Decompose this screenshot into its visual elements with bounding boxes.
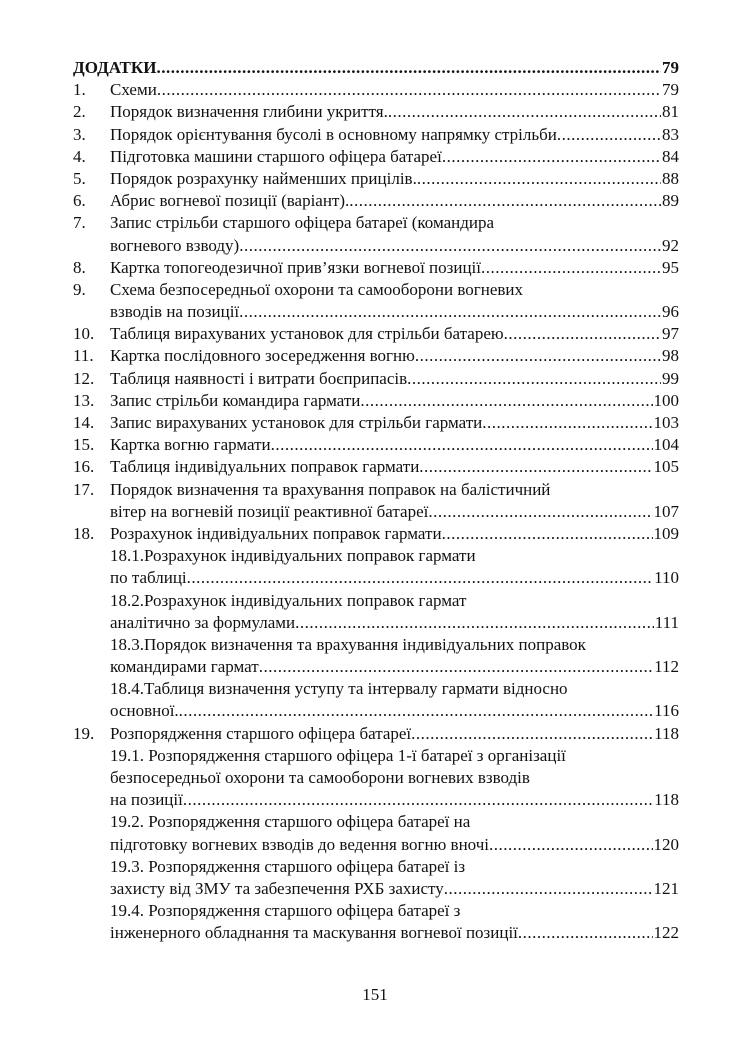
- toc-entry-title: аналітично за формулами: [110, 612, 296, 632]
- toc-entry-line: [73, 634, 679, 656]
- toc-entry-line[interactable]: [73, 368, 679, 390]
- leader-dots: [504, 323, 661, 345]
- toc-entry-title: Запис стрільби командира гармати: [110, 390, 361, 410]
- toc-entry-page: 79: [662, 80, 679, 100]
- table-of-contents: [73, 57, 679, 945]
- toc-entry-number: 3.: [73, 124, 86, 144]
- toc-entry-title: вітер на вогневій позиції реактивної батареї: [110, 501, 429, 521]
- toc-entry-line: [73, 479, 679, 501]
- toc-entry-page: 111: [654, 612, 679, 632]
- toc-entry-page: 100: [653, 390, 679, 410]
- toc-entry-title: Розрахунок індивідуальних поправок гармати: [110, 523, 442, 543]
- toc-entry-page: 112: [654, 657, 679, 677]
- leader-dots: [388, 101, 661, 123]
- toc-entry-number: 15.: [73, 435, 95, 455]
- toc-entry-line[interactable]: [73, 878, 679, 900]
- leader-dots: [271, 434, 653, 456]
- toc-entry-title: Запис вирахуваних установок для стрільби гармати: [110, 413, 483, 432]
- toc-entry-title: 18.4.Таблиця визначення уступу та інтервалу гармати відносно: [110, 679, 568, 699]
- toc-entry-title: взводів на позиції: [110, 302, 240, 322]
- toc-heading-title: ДОДАТКИ: [73, 58, 157, 77]
- toc-entry-title: на позиції: [110, 790, 183, 810]
- toc-entry-number: 4.: [73, 146, 86, 166]
- toc-entry-line: [73, 545, 679, 567]
- toc-entry-page: 122: [653, 923, 679, 943]
- toc-entry-title: Порядок визначення глибини укриття.: [110, 102, 388, 122]
- leader-dots: [411, 723, 653, 745]
- toc-entry-title: 18.1.Розрахунок індивідуальних поправок гармати: [110, 546, 476, 566]
- toc-entry-line[interactable]: [73, 412, 679, 434]
- toc-entry-line[interactable]: [73, 345, 679, 367]
- toc-entry-title: Схема безпосередньої охорони та самооборони вогневих: [110, 279, 524, 299]
- toc-heading[interactable]: [73, 57, 679, 79]
- toc-entry-page: 97: [662, 324, 679, 344]
- toc-entry-page: 121: [653, 878, 679, 898]
- leader-dots: [360, 390, 652, 412]
- toc-entry-number: 13.: [73, 390, 95, 410]
- toc-entry-line[interactable]: [73, 168, 679, 190]
- toc-entry-title: підготовку вогневих взводів до ведення вогню вночі: [110, 834, 490, 854]
- page-number: 151: [362, 985, 388, 1004]
- toc-entry-page: 110: [654, 568, 679, 588]
- toc-entry-number: 18.: [73, 523, 95, 543]
- leader-dots: [295, 612, 654, 634]
- toc-entry-line[interactable]: [73, 124, 679, 146]
- leader-dots: [489, 834, 652, 856]
- leader-dots: [415, 345, 661, 367]
- toc-entry-page: 99: [662, 368, 679, 388]
- toc-entry-title: 19.2. Розпорядження старшого офіцера батареї на: [110, 812, 471, 832]
- toc-entry-line[interactable]: [73, 301, 679, 323]
- toc-entry-page: 88: [662, 168, 679, 188]
- toc-entry-number: 14.: [73, 413, 95, 432]
- toc-entry-title: Таблиця наявності і витрати боєприпасів: [110, 368, 408, 388]
- toc-entry-number: 9.: [73, 279, 86, 299]
- toc-entry-title: вогневого взводу): [110, 235, 240, 255]
- leader-dots: [419, 456, 652, 478]
- toc-entry-page: 81: [662, 102, 679, 122]
- toc-entry-page: 98: [662, 346, 679, 366]
- toc-entry-title: Розпорядження старшого офіцера батареї: [110, 723, 412, 743]
- toc-entry-title: командирами гармат: [110, 657, 259, 677]
- toc-entry-title: Картка вогню гармати: [110, 435, 271, 455]
- toc-entry-line[interactable]: [73, 567, 679, 589]
- toc-entry-number: 17.: [73, 479, 95, 499]
- leader-dots: [157, 79, 661, 101]
- toc-entry-line[interactable]: [73, 79, 679, 101]
- leader-dots: [179, 700, 653, 722]
- toc-entry-line[interactable]: [73, 834, 679, 856]
- toc-entry-line[interactable]: [73, 612, 679, 634]
- leader-dots: [557, 124, 661, 146]
- toc-entry-line[interactable]: [73, 146, 679, 168]
- toc-entry-line[interactable]: [73, 323, 679, 345]
- toc-entry-line[interactable]: [73, 723, 679, 745]
- toc-entry-page: 89: [662, 191, 679, 211]
- toc-entry-line[interactable]: [73, 101, 679, 123]
- toc-entry-page: 96: [662, 302, 679, 322]
- toc-entry-number: 5.: [73, 168, 86, 188]
- leader-dots: [428, 501, 652, 523]
- toc-entry-title: Підготовка машини старшого офіцера батареї: [110, 146, 442, 166]
- leader-dots: [444, 878, 653, 900]
- toc-entry-line[interactable]: [73, 789, 679, 811]
- toc-entry-title: 19.1. Розпорядження старшого офіцера 1-ї батареї з організації: [110, 745, 566, 765]
- toc-entry-title: по таблиці: [110, 568, 187, 588]
- toc-entry-page: 95: [662, 257, 679, 277]
- leader-dots: [481, 257, 661, 279]
- toc-entry-number: 10.: [73, 324, 95, 344]
- toc-entry-title: 18.2.Розрахунок індивідуальних поправок гармат: [110, 590, 467, 610]
- toc-entry-title: Схеми: [110, 80, 157, 100]
- toc-entry-number: 1.: [73, 80, 86, 100]
- toc-entry-line[interactable]: [73, 922, 679, 944]
- toc-entry-line: [73, 590, 679, 612]
- toc-entry-line: [73, 811, 679, 833]
- toc-entry-title: захисту від ЗМУ та забезпечення РХБ захисту: [110, 878, 444, 898]
- toc-entry-line: [73, 856, 679, 878]
- toc-entry-line[interactable]: [73, 190, 679, 212]
- toc-entry-title: 19.4. Розпорядження старшого офіцера батареї з: [110, 901, 461, 921]
- toc-entry-title: Таблиця індивідуальних поправок гармати: [110, 457, 420, 477]
- toc-entry-line[interactable]: [73, 390, 679, 412]
- toc-entry-line[interactable]: [73, 257, 679, 279]
- leader-dots: [442, 523, 653, 545]
- toc-entry-line: [73, 279, 679, 301]
- leader-dots: [349, 190, 661, 212]
- toc-entry-page: 120: [653, 834, 679, 854]
- toc-entry-page: 107: [653, 501, 679, 521]
- toc-entry-page: 105: [653, 457, 679, 477]
- toc-entry-page: 83: [662, 124, 679, 144]
- leader-dots: [518, 922, 653, 944]
- toc-entry-page: 103: [653, 413, 679, 432]
- toc-entry-number: 19.: [73, 723, 95, 743]
- toc-entry-title: Порядок орієнтування бусолі в основному напрямку стрільби: [110, 124, 557, 144]
- toc-entry-line: [73, 767, 679, 789]
- toc-entry-title: Порядок визначення та врахування поправок на балістичний: [110, 479, 551, 499]
- leader-dots: [442, 146, 661, 168]
- toc-entry-page: 104: [653, 435, 679, 455]
- toc-entry-title: Картка послідовного зосередження вогню: [110, 346, 415, 366]
- toc-entry-line: [73, 900, 679, 922]
- toc-entry-title: Порядок розрахунку найменших прицілів.: [110, 168, 417, 188]
- toc-entry-number: 12.: [73, 368, 95, 388]
- toc-entry-page: 84: [662, 146, 679, 166]
- toc-entry-number: 6.: [73, 191, 86, 211]
- toc-entry-line: [73, 212, 679, 234]
- leader-dots: [187, 567, 653, 589]
- toc-entry-number: 8.: [73, 257, 86, 277]
- toc-entry-page: 118: [654, 723, 679, 743]
- toc-entry-line[interactable]: [73, 501, 679, 523]
- toc-entry-line[interactable]: [73, 434, 679, 456]
- toc-entry-page: 109: [653, 523, 679, 543]
- toc-entry-number: 16.: [73, 457, 95, 477]
- leader-dots: [259, 656, 653, 678]
- toc-entry-title: інженерного обладнання та маскування вогневої позиції: [110, 923, 518, 943]
- leader-dots: [482, 412, 652, 434]
- leader-dots: [239, 301, 661, 323]
- toc-entry-title: основної.: [110, 701, 179, 721]
- leader-dots: [183, 789, 653, 811]
- leader-dots: [417, 168, 661, 190]
- toc-entry-title: Таблиця вирахуваних установок для стрільби батарею: [110, 324, 504, 344]
- toc-entry-title: 19.3. Розпорядження старшого офіцера батареї із: [110, 856, 466, 876]
- leader-dots: [156, 57, 661, 79]
- toc-entry-line[interactable]: [73, 656, 679, 678]
- toc-entry-line[interactable]: [73, 700, 679, 722]
- toc-entry-title: Запис стрільби старшого офіцера батареї (командира: [110, 213, 495, 233]
- toc-entry-line: [73, 678, 679, 700]
- toc-entry-line: [73, 745, 679, 767]
- toc-entry-line[interactable]: [73, 456, 679, 478]
- toc-entry-number: 7.: [73, 213, 86, 233]
- toc-entry-title: безпосередньої охорони та самооборони вогневих взводів: [110, 768, 530, 787]
- toc-entry-page: 116: [654, 701, 679, 721]
- toc-entry-number: 2.: [73, 102, 86, 122]
- toc-entry-line[interactable]: [73, 523, 679, 545]
- toc-entry-title: Картка топогеодезичної прив’язки вогневої позиції: [110, 257, 481, 277]
- toc-entry-title: Абрис вогневої позиції (варіант).: [110, 191, 350, 211]
- toc-entry-page: 118: [654, 790, 679, 810]
- toc-entry-title: 18.3.Порядок визначення та врахування індивідуальних поправок: [110, 634, 586, 654]
- toc-entry-number: 11.: [73, 346, 94, 366]
- toc-entry-page: 92: [662, 235, 679, 255]
- toc-heading-page: 79: [662, 58, 679, 77]
- leader-dots: [407, 368, 661, 390]
- leader-dots: [239, 235, 661, 257]
- toc-entry-line[interactable]: [73, 235, 679, 257]
